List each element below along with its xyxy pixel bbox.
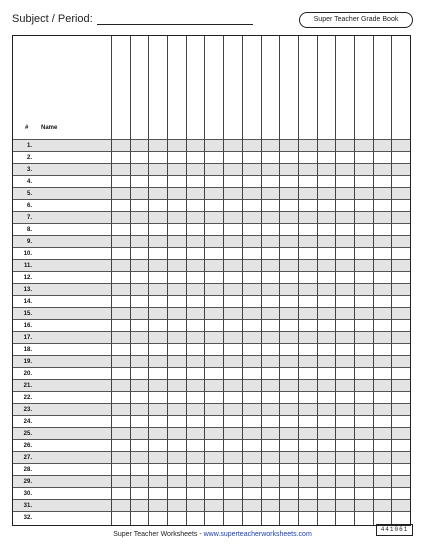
row-number: 9.	[26, 239, 32, 245]
row-number: 15.	[23, 311, 32, 317]
row-number: 25.	[23, 431, 32, 437]
row-number: 18.	[23, 347, 32, 353]
row-number: 5.	[26, 191, 32, 197]
row-number: 31.	[23, 503, 32, 509]
grade-column-divider	[317, 36, 318, 525]
row-number: 6.	[26, 203, 32, 209]
grade-column-divider	[242, 36, 243, 525]
row-number: 17.	[23, 335, 32, 341]
grade-book-table	[12, 35, 411, 526]
subject-period-line	[12, 12, 253, 25]
grade-column-divider	[261, 36, 262, 525]
row-number: 7.	[26, 215, 32, 221]
grade-column-divider	[373, 36, 374, 525]
grade-column-divider	[204, 36, 205, 525]
row-number: 2.	[26, 155, 32, 161]
row-number: 21.	[23, 383, 32, 389]
grade-column-divider	[354, 36, 355, 525]
footer	[0, 531, 425, 538]
row-number: 16.	[23, 323, 32, 329]
grade-column-divider	[167, 36, 168, 525]
grade-column-divider	[186, 36, 187, 525]
row-number: 27.	[23, 455, 32, 461]
row-number: 32.	[23, 515, 32, 521]
student-row	[13, 511, 410, 524]
row-number: 29.	[23, 479, 32, 485]
row-number: 3.	[26, 167, 32, 173]
row-number: 22.	[23, 395, 32, 401]
grade-column-divider	[223, 36, 224, 525]
grade-column-divider	[130, 36, 131, 525]
row-number: 24.	[23, 419, 32, 425]
row-number: 10.	[23, 251, 32, 257]
row-number: 26.	[23, 443, 32, 449]
row-number: 23.	[23, 407, 32, 413]
grade-column-divider	[148, 36, 149, 525]
grade-book-title: Super Teacher Grade Book	[299, 12, 413, 28]
subject-period-field[interactable]	[97, 12, 253, 25]
footer-text: Super Teacher Worksheets -	[113, 531, 204, 538]
grade-column-divider	[335, 36, 336, 525]
row-number: 12.	[23, 275, 32, 281]
subject-period-label: Subject / Period:	[12, 13, 93, 25]
row-number: 19.	[23, 359, 32, 365]
grade-column-divider	[279, 36, 280, 525]
row-number: 13.	[23, 287, 32, 293]
row-number: 14.	[23, 299, 32, 305]
name-column-divider	[111, 36, 112, 525]
row-number: 8.	[26, 227, 32, 233]
row-number: 30.	[23, 491, 32, 497]
footer-url[interactable]: www.superteacherworksheets.com	[203, 531, 312, 538]
grade-column-divider	[391, 36, 392, 525]
worksheet-code: 441061	[376, 524, 413, 536]
name-column-header: Name	[41, 125, 58, 131]
row-number: 4.	[26, 179, 32, 185]
row-number: 28.	[23, 467, 32, 473]
number-column-header: #	[25, 125, 29, 131]
grade-column-divider	[298, 36, 299, 525]
row-number: 11.	[23, 263, 32, 269]
row-number: 1.	[26, 143, 32, 149]
row-number: 20.	[23, 371, 32, 377]
